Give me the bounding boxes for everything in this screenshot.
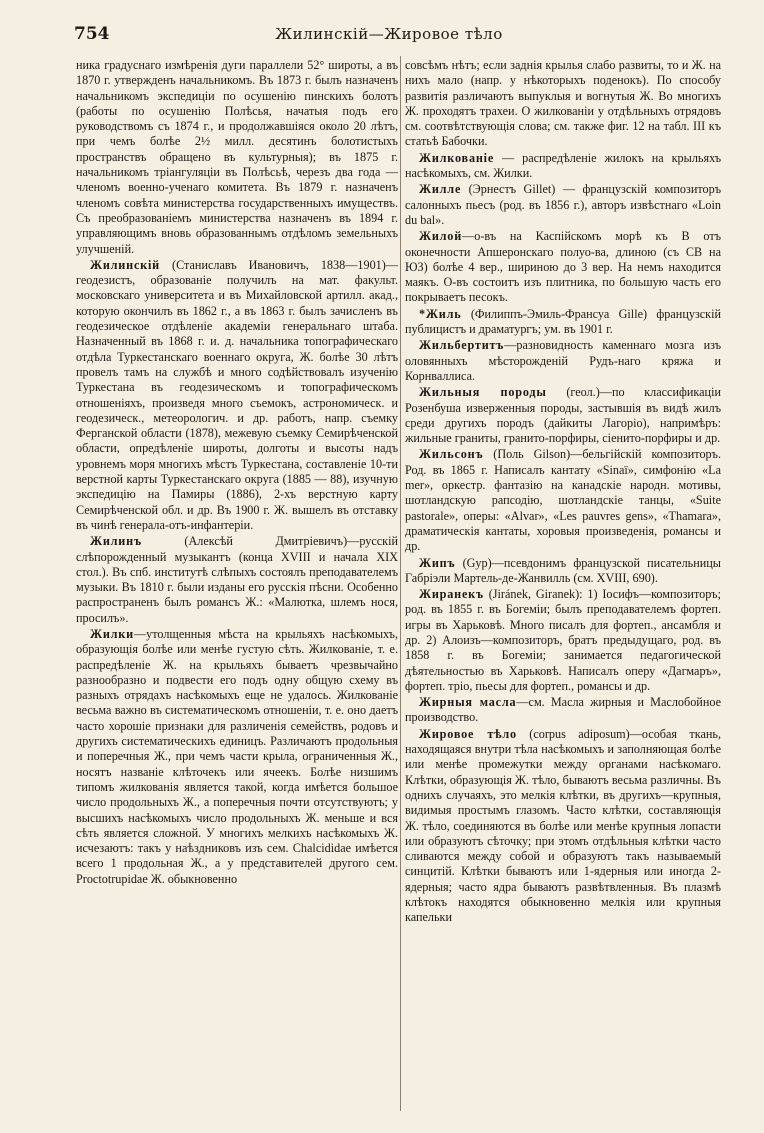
entry-headword: Жильныя породы <box>419 385 547 400</box>
dictionary-entry <box>76 258 398 533</box>
dictionary-entry <box>405 307 721 338</box>
dictionary-entry <box>405 447 721 554</box>
entry-body: (Филиппъ-Эмиль-Франсуа Gille) французскiй публицистъ и драматургъ; ум. въ 1901 г. <box>405 306 721 337</box>
entry-body: (corpus adiposum)—особая ткань, находящаяся внутри тѣла насѣкомыхъ и заполняющая болѣе или менѣе промежутки между органами насѣкомаго. Клѣтки, образующiя Ж. тѣло, бываютъ весьма различны. Въ однихъ случаяхъ, это мелкiя клѣтки, въ другихъ—крупныя, видимыя простымъ глазомъ. Часто клѣтки, составляющiя Ж. тѣло, соединяются въ болѣе или менѣе крупныя лопасти или образуютъ сѣточку; при этомъ отдѣльныя клѣтки часто сливаются между собой и образуютъ такъ называемый синцитiй. Клѣтки бываютъ или 1-ядерныя или иногда 2-ядерныя; часто ядра бываютъ развѣтвленныя. Въ плазмѣ клѣтокъ находятся обыкновенно мелкiя или крупныя капельки <box>405 726 722 925</box>
dictionary-entry <box>405 556 721 587</box>
dictionary-entry <box>405 695 721 726</box>
entry-continuation <box>76 58 398 257</box>
entry-body: —утолщенныя мѣста на крыльяхъ насѣкомыхъ, образующiя болѣе или менѣе густую сѣть. Жилкованiе, т. е. распредѣленiе Ж. на крыльяхъ бываетъ чрезвычайно разнообразно и подвести его подъ одну общую схему въ разныхъ отрядахъ насѣкомыхъ еще не удалось. Жилкованiе весьма важно въ систематическомъ отношенiи, т. е. оно даетъ часто хорошiе признаки для различенiя семействъ, родовъ и другихъ систематическихъ единицъ. Различаютъ продольныя и поперечныя Ж., при чемъ части крыла, ограниченныя Ж., носятъ названiе клѣточекъ или ячеекъ. Болѣе низшимъ типомъ жилкованiя является такой, когда имѣется большое число продольныхъ Ж., а поперечныя почти отсутствуютъ; у высшихъ насѣкомыхъ число продольныхъ Ж. меньше и вся сѣть является сложной. У многихъ мелкихъ насѣкомыхъ Ж. исчезаютъ: такъ у наѣздниковъ изъ сем. Chalcididae имѣется всего 1 продольная Ж., а у представителей другого сем. Proctotrupidae Ж. обыкновенно <box>76 626 398 886</box>
dictionary-entry <box>405 182 721 228</box>
entry-body: (Алексѣй Дмитрiевичъ)—русскiй слѣпорожденный музыкантъ (конца XVIII и начала XIX стол.). Въ спб. институтѣ слѣпыхъ состоялъ преподавателемъ музыки. Въ 1810 г. были изданы его русскiя пѣсни. Особенно распространенъ былъ романсъ Ж.: «Малютка, шлемъ нося, просилъ». <box>76 534 398 625</box>
entry-body: —см. Масла жирныя и Маслобойное производство. <box>405 695 721 725</box>
entry-headword: Жипъ <box>419 555 456 570</box>
left-column <box>76 58 398 887</box>
entry-body: ника градуснаго измѣренiя дуги параллели 52° широты, а въ 1870 г. утвержденъ начальникомъ. Въ 1873 г. былъ назначенъ начальникомъ экспедицiи по осушенiю пинскихъ болотъ (работы по осушенiю Полѣсья, начатыя подъ его руководствомъ съ 1874 г., и продолжавшiяся около 20 лѣтъ, при чемъ болѣе 2½ милл. десятинъ болотистыхъ пространствъ обращено въ культурныя); въ 1875 г. начальникомъ трiангуляцiи въ Полѣсьѣ, черезъ два года — членомъ военно-ученаго комитета. Въ 1879 г. назначенъ членомъ совѣта министерства государственныхъ имуществъ. Съ преобразованiемъ министерства назначенъ въ 1894 г. управляющимъ вновь образованнымъ отдѣломъ земельныхъ улучшенiй. <box>76 58 398 256</box>
dictionary-entry <box>405 385 721 446</box>
dictionary-entry <box>405 338 721 384</box>
entry-body: — распредѣленiе жилокъ на крыльяхъ насѣкомыхъ, см. Жилки. <box>405 150 721 181</box>
entry-continuation <box>405 58 721 150</box>
entry-headword: Жировое тѣло <box>419 726 517 741</box>
entry-body: (Станиславъ Ивановичъ, 1838—1901)—геодезистъ, образованiе получилъ на мат. факульт. московскаго университета и въ Михайловской артилл. акад., которую окончилъ въ 1862 г., а въ 1863 г. былъ зачисленъ въ геодезическое отдѣленiе академiи генеральнаго штаба. Назначенный въ 1868 г. и. д. начальника топографическаго отдѣла Туркестанскаго военнаго округа, Ж. болѣе 30 лѣтъ провелъ тамъ на службѣ и много содѣйствовалъ изученiю Туркестана въ геодезическомъ и топографическомъ отношенiяхъ, произведя много съемокъ, астрономическ. и геодезическ., метеорологич. и др. работъ, напр. съемку Ферганской области (1878), межевую съемку Семирѣченской области, опредѣленiе широты, долготы и высоты надъ уровнемъ моря многихъ мѣстъ Туркестана, составленiе 10-ти верстной карты Туркестанскаго округа (1885 — 88), изучную экспедицiю на Памиры (1886), 2-хъ верстную карту Семирѣченской обл. и др. Въ 1900 г. Ж. вышелъ въ отставку въ чинѣ генерала-отъ-инфантерiи. <box>76 257 398 532</box>
running-title: Жилинскiй—Жировое тѣло <box>275 25 503 43</box>
entry-headword: Жилкованiе <box>419 150 495 165</box>
dictionary-entry <box>405 727 721 926</box>
entry-body: —разновидность каменнаго мозга изъ оловянныхъ мѣсторожденiй Рудъ-наго кряжа и Корнваллиса. <box>405 338 721 383</box>
entry-headword: Жилинскiй <box>90 257 160 272</box>
entry-body: —о-въ на Каспiйскомъ морѣ къ В отъ оконечности Апшеронскаго полуо-ва, длиною (съ СВ на ЮЗ) болѣе 4 вер., шириною до 3 вер. На немъ находится маякъ. О-въ состоитъ изъ плитника, по большую часть его покрываетъ песокъ. <box>405 229 721 305</box>
entry-headword: Жилой <box>419 229 463 244</box>
dictionary-entry <box>76 534 398 626</box>
entry-body: совсѣмъ нѣтъ; если заднiя крылья слабо развиты, то и Ж. на нихъ мало (напр. у нѣкоторыхъ поденокъ). По способу развитiя различаютъ выпуклыя и вогнутыя Ж. Во многихъ Ж. проходятъ трахеи. О жилкованiи у отдѣльныхъ отрядовъ см. соотвѣтствующiя слова; см. также фиг. 12 на табл. III къ статьѣ Бабочки. <box>405 58 721 149</box>
entry-body: (геол.)—по классификацiи Розенбуша изверженныя породы, застывшiя въ видѣ жилъ среди другихъ породъ (дайкиты Лагорiо), напримѣръ: жильные граниты, гранито-порфиры, сiенито-порфиры и др. <box>405 385 721 446</box>
entry-body: (Jiránek, Giranek): 1) Iосифъ—композиторъ; род. въ 1855 г. въ Богемiи; былъ преподавателемъ фортеп. игры въ Харьковѣ. Много писалъ для фортеп., ансамбля и др. 2) Алоизъ—композиторъ, братъ предыдущаго, род. въ 1858 г. въ Богемiи; занимается педагогической дѣятельностью въ Харьковѣ. Написалъ оперу «Дагмаръ», фортеп. трiо, пьесы для фортеп., романсы и др. <box>405 587 721 693</box>
page-number: 754 <box>74 24 110 44</box>
entry-headword: Жильбертитъ <box>419 338 505 353</box>
dictionary-entry <box>405 151 721 182</box>
right-column <box>405 58 721 926</box>
page-header <box>74 24 704 48</box>
entry-body: (Поль Gilson)—бельгiйскiй композиторъ. Род. въ 1865 г. Написалъ кантату «Sinaï», симфонiю «La mer», оркестр. фантазiю на канадскiе народн. мотивы, шотландскую рапсодiю, шотландскiе танцы, «Suite pastorale», оперы: «Alvar», «Les pauvres gens», «Thamara», драматическiя кантаты, хоровыя произведенiя, романсы и др. <box>405 447 721 554</box>
entry-headword: Жилле <box>419 182 462 197</box>
entry-headword: *Жиль <box>419 306 462 321</box>
dictionary-entry <box>405 229 721 305</box>
dictionary-entry <box>405 587 721 694</box>
column-divider <box>400 56 401 1111</box>
entry-body: (Эрнестъ Gillet) — французскiй композиторъ салонныхъ пьесъ (род. въ 1856 г.), авторъ извѣстнаго «Loin du bal». <box>405 182 721 227</box>
dictionary-entry <box>76 627 398 887</box>
entry-body: (Gyp)—псевдонимъ французской писательницы Габрiэли Мартель-де-Жанвилль (см. XVIII, 690). <box>405 555 721 585</box>
entry-headword: Жилинъ <box>90 534 142 549</box>
entry-headword: Жиранекъ <box>419 587 484 602</box>
entry-headword: Жирныя масла <box>419 695 517 710</box>
entry-headword: Жилки <box>90 626 134 641</box>
entry-headword: Жильсонъ <box>419 447 484 462</box>
